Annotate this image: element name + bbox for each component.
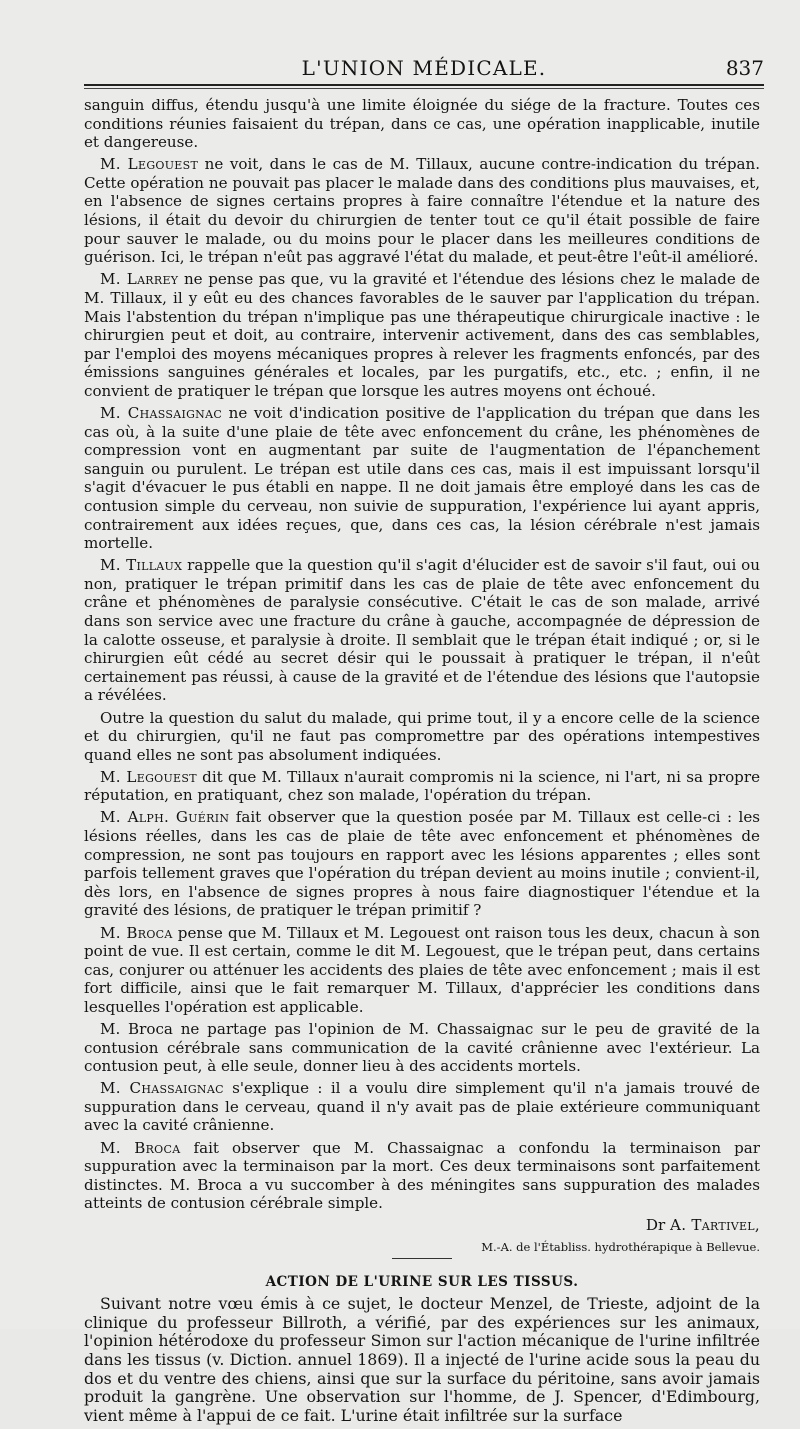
paragraph (84, 709, 760, 765)
signature (84, 1216, 760, 1235)
paragraph-text: pense que M. Tillaux et M. Legouest ont raison tous les deux, chacun à son point de vue. Il est certain, comme le dit M. Legouest, que le trépan peut, dans certains cas, conjurer ou atténuer les accidents des plaies de tête avec enfoncement ; mais il est fort difficile, ainsi que le fait remarquer M. Tillaux, d'apprécier les conditions dans lesquelles l'opération est applicable. (84, 923, 760, 1016)
paragraph-text: fait observer que la question posée par M. Tillaux est celle-ci : les lésions réelles, dans les cas de plaie de tête avec enfoncement et phénomènes de compression, ne sont pas toujours en rapport avec les lésions apparentes ; elles sont parfois tellement graves que l'opération du trépan devient au moins inutile ; convient-il, dès lors, en l'absence de signes propres à nous faire diagnostiquer l'étendue et la gravité des lésions, de pratiquer le trépan primitif ? (84, 808, 760, 920)
page-header (84, 50, 764, 90)
page-number: 837 (725, 56, 764, 80)
speaker-name: M. Larrey (100, 270, 179, 289)
paragraph (84, 768, 760, 805)
paragraph (84, 924, 760, 1017)
section-title: ACTION DE L'URINE SUR LES TISSUS. (265, 1274, 579, 1291)
paragraph-text: sanguin diffus, étendu jusqu'à une limite éloignée du siége de la fracture. Toutes ces conditions réunies faisaient du trépan, dans ce cas, une opération inapplicable, inutile et dangereuse. (84, 96, 760, 152)
paragraph (84, 96, 760, 152)
signature-affiliation: M.-A. de l'Établiss. hydrothérapique à Bellevue. (481, 1239, 760, 1254)
speaker-name: M. Chassaignac (100, 1079, 224, 1098)
section-separator (392, 1258, 452, 1259)
section-lead-paragraph: Suivant notre vœu émis à ce sujet, le docteur Menzel, de Trieste, adjoint de la clinique du professeur Billroth, a vérifié, par des expériences sur les animaux, l'opinion hétérodoxe du professeur Simon sur l'action mécanique de l'urine infiltrée dans les tissus (v. Diction. annuel 1869). Il a injecté de l'urine acide sous la peau du dos et du ventre des chiens, ainsi que sur la surface du péritoine, sans avoir jamais produit la gangrène. Une observation sur l'homme, de J. Spencer, d'Edimbourg, vient même à l'appui de ce fait. L'urine était infiltrée sur la surface (84, 1294, 760, 1425)
speaker-name: M. Legouest (100, 155, 199, 174)
speaker-name: M. Legouest (100, 767, 197, 786)
paragraph-text: dit que M. Tillaux n'aurait compromis ni la science, ni l'art, ni sa propre réputation, en pratiquant, chez son malade, l'opération du trépan. (84, 767, 760, 805)
paragraph-text: rappelle que la question qu'il s'agit d'élucider est de savoir s'il faut, oui ou non, pratiquer le trépan primitif dans les cas de plaie de tête avec enfoncement du crâne et phénomènes de paralysie consécutive. C'était le cas de son malade, arrivé dans son service avec une fracture du crâne à gauche, accompagnée de dépression de la calotte osseuse, et paralysie à droite. Il semblait que le trépan était indiqué ; or, si le chirurgien eût cédé au secret désir qui le poussait à pratiquer le trépan, il n'eût certainement pas réussi, à cause de la gravité et de l'étendue des lésions que l'autopsie a révélées. (84, 556, 760, 705)
paragraph (84, 808, 760, 920)
speaker-name: M. Alph. Guérin (100, 808, 230, 827)
speaker-name: M. Broca (100, 1138, 181, 1157)
speaker-name: M. Chassaignac (100, 404, 223, 422)
signature-name: A. Tartivel, (670, 1216, 760, 1235)
paragraph-text: ne voit d'indication positive de l'application du trépan que dans les cas où, à la suite d'une plaie de tête avec enfoncement du crâne, les phénomènes de compression vont en augmentant par suite de l'augmentation de l'épanchement sanguin ou purulent. Le trépan est utile dans ces cas, mais il est impuissant lorsqu'il s'agit d'évacuer le pus établi en nappe. Il ne doit jamais être employé dans les cas de contusion simple du cerveau, non suivie de suppuration, l'expérience lui ayant appris, contrairement aux idées reçues, que, dans ces cas, la lésion cérébrale n'est jamais mortelle. (84, 404, 761, 553)
paragraph-text: ne voit, dans le cas de M. Tillaux, aucune contre-indication du trépan. Cette opération ne pouvait pas placer le malade dans des conditions plus mauvaises, et, en l'absence de signes certains propres à faire connaître l'étendue et la nature des lésions, il était du devoir du chirurgien de tenter tout ce qu'il était possible de faire pour sauver le malade, ou du moins pour le placer dans les meilleures conditions de guérison. Ici, le trépan n'eût pas aggravé l'état du malade, et peut-être l'eût-il amélioré. (84, 155, 760, 267)
paragraph-text: s'explique : il a voulu dire simplement qu'il n'a jamais trouvé de suppuration dans le cerveau, quand il n'y avait pas de plaie extérieure communiquant avec la cavité crânienne. (84, 1079, 760, 1135)
paragraph-text: Outre la question du salut du malade, qui prime tout, il y a encore celle de la science et du chirurgien, qu'il ne faut pas compromettre par des opérations intempestives quand elles ne sont pas absolument indiquées. (84, 708, 760, 764)
paragraph (84, 270, 760, 400)
paragraph-text: M. Broca ne partage pas l'opinion de M. Chassaignac sur le peu de gravité de la contusion cérébrale sans communication de la cavité crânienne avec l'extérieur. La contusion peut, à elle seule, donner lieu à des accidents mortels. (84, 1020, 760, 1076)
paragraph (84, 1020, 760, 1076)
signature-prefix: Dr (645, 1216, 666, 1235)
speaker-name: M. Tillaux (100, 556, 183, 575)
running-title: L'UNION MÉDICALE. (301, 56, 547, 80)
header-rule (84, 84, 764, 86)
paragraph (84, 1139, 760, 1213)
paragraph (84, 1079, 760, 1135)
header-rule-thin (84, 88, 764, 89)
paragraph-text: ne pense pas que, vu la gravité et l'étendue des lésions chez le malade de M. Tillaux, il y eût eu des chances favorables de le sauver par l'application du trépan. Mais l'abstention du trépan n'implique pas une thérapeutique chirurgicale inactive : le chirurgien peut et doit, au contraire, intervenir activement, dans des cas semblables, par l'emploi des moyens mécaniques propres à relever les fragments enfoncés, par des émissions sanguines générales et locales, par les purgatifs, etc., etc. ; enfin, il ne convient de pratiquer le trépan que lorsque les autres moyens ont échoué. (84, 270, 760, 400)
paragraph (84, 556, 760, 705)
paragraph (84, 155, 760, 267)
speaker-name: M. Broca (100, 923, 173, 942)
article-body (84, 96, 760, 1429)
paragraph (84, 404, 760, 553)
paragraph-text: fait observer que M. Chassaignac a confondu la terminaison par suppuration avec la terminaison par la mort. Ces deux terminaisons sont parfaitement distinctes. M. Broca a vu succomber à des méningites sans suppuration des malades atteints de contusion cérébrale simple. (84, 1138, 760, 1213)
